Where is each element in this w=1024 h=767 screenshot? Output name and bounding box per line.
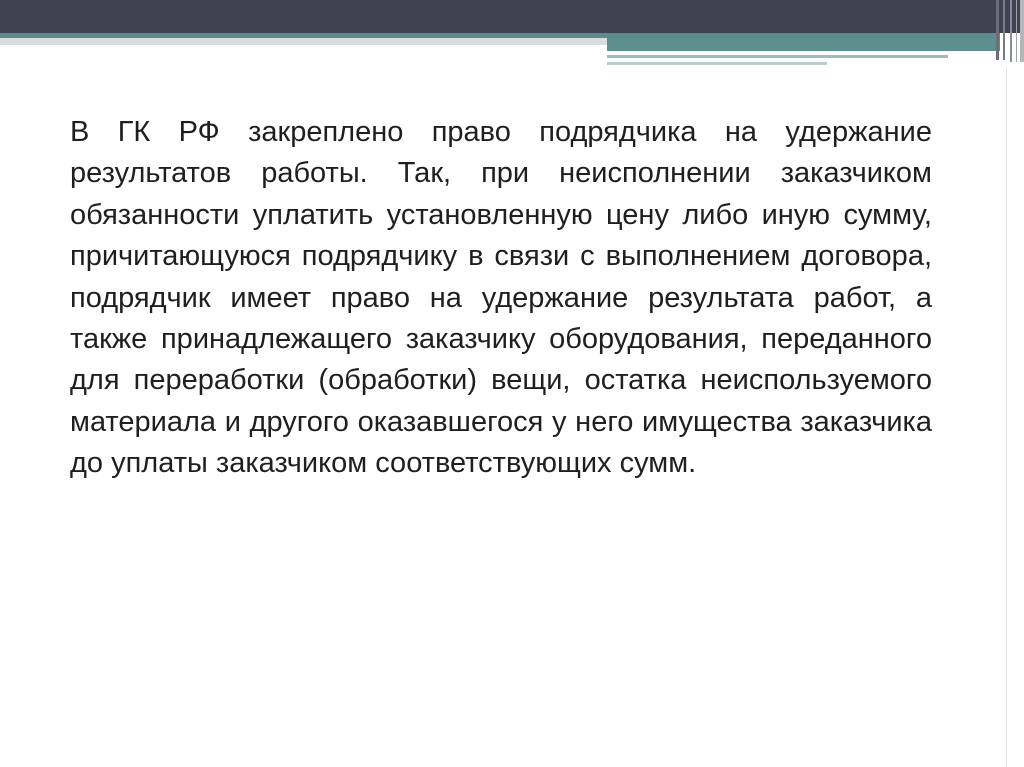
header-banner	[0, 0, 1024, 33]
header-accent-stripe	[607, 55, 948, 58]
decorative-bar	[1020, 0, 1024, 62]
decorative-bar	[1003, 0, 1005, 60]
header-accent-stripe	[607, 62, 827, 65]
header-accent-block	[607, 38, 1000, 51]
decorative-bar	[1016, 0, 1017, 62]
slide-frame-line	[1006, 68, 1007, 767]
decorative-bar	[996, 0, 999, 60]
decorative-bar	[1010, 0, 1012, 62]
slide-body-text: В ГК РФ закреплено право подрядчика на удержание результатов работы. Так, при неисполнении заказчиком обязанности уплатить установленную цену либо иную сумму, причитающуюся подрядчику в связи с выполнением договора, подрядчик имеет право на удержание результата работ, а также принадлежащего заказчику оборудования, переданного для переработки (обработки) вещи, остатка неиспользуемого материала и другого оказавшегося у него имущества заказчика до уплаты заказчиком соответствующих сумм.	[70, 116, 932, 480]
